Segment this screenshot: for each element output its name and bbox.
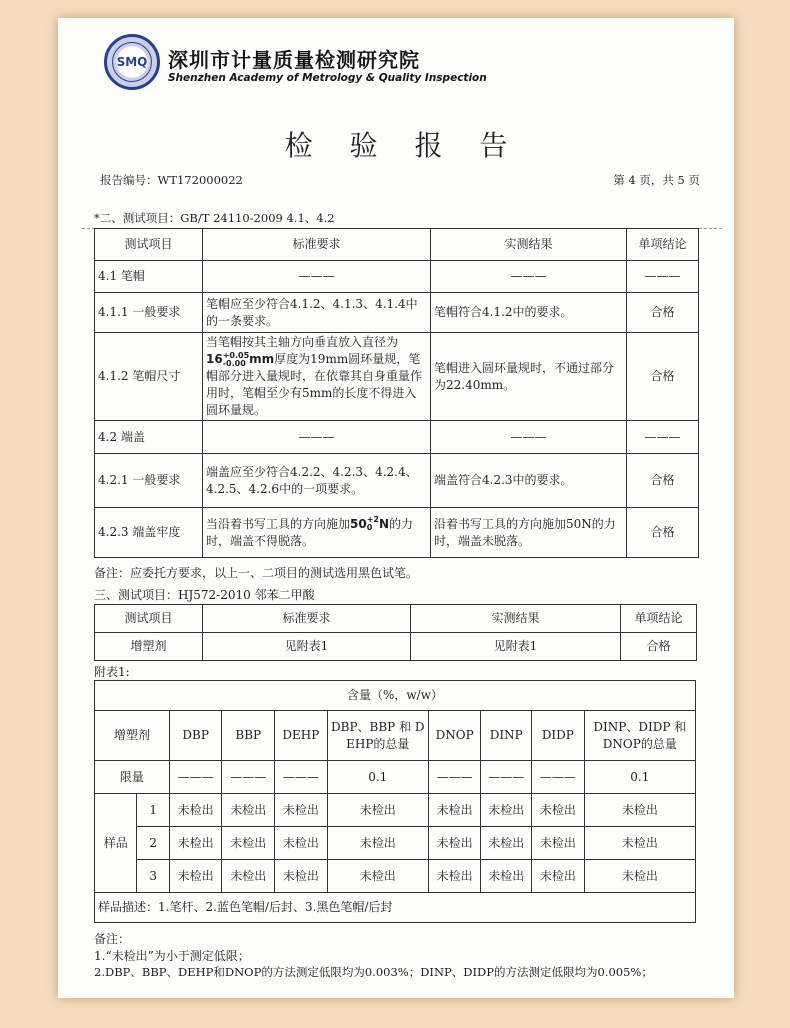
section2-note: 备注：应委托方要求，以上一、二项目的测试选用黑色试笔。 [94,566,419,580]
result-cell: ——— [431,421,627,454]
col-header: 测试项目 [95,605,203,633]
col-header: DIDP [532,711,585,761]
sample-row [95,860,696,893]
verdict-cell: ——— [627,421,699,454]
requirement-cell: 端盖应至少符合4.2.2、4.2.3、4.2.4、4.2.5、4.2.6中的一项要求。 [203,454,431,508]
col-header: 测试项目 [95,229,203,261]
result-cell: 未检出 [481,860,532,893]
sample-row [95,794,696,827]
page-indicator: 第 4 页，共 5 页 [613,173,700,187]
item-cell: 增塑剂 [95,633,203,661]
col-header: 单项结论 [621,605,697,633]
sample-row [95,827,696,860]
result-cell: 未检出 [428,827,481,860]
result-cell: 未检出 [327,794,428,827]
notes-title: 备注： [94,932,131,946]
requirement-cell [203,508,431,558]
requirement-text: 的力时，端盖不得脱落。 [206,516,414,548]
verdict-cell: ——— [627,261,699,293]
section2-table [94,228,699,558]
requirement-text: 厚度为19mm圆环量规，笔帽部分进入量规时，在依靠其自身重量作用时，笔帽至少有5mm的长度不得进入圆环量规。 [206,352,423,417]
sample-description: 样品描述：1.笔杆、2.蓝色笔帽/后封、3.黑色笔帽/后封 [95,893,696,923]
note-line-2: 2.DBP、BBP、DEHP和DNOP的方法测定低限均为0.003%；DINP、DIDP的方法测定低限均为0.005%； [94,965,653,979]
column-header-row [95,711,696,761]
row-label-header: 增塑剂 [95,711,170,761]
col-header: DINP、DIDP 和 DNOP的总量 [584,711,695,761]
content-header-row [95,681,696,711]
table-row [95,454,699,508]
description-row [95,893,696,923]
limit-row [95,761,696,794]
item-cell: 4.1.1 一般要求 [95,293,203,333]
report-number: 报告编号：WT172000022 [100,173,243,187]
col-header: 标准要求 [203,605,411,633]
content-header: 含量（%，w/w） [95,681,696,711]
result-cell: 未检出 [275,827,328,860]
result-cell: 未检出 [169,794,222,827]
sample-number: 2 [137,827,169,860]
result-cell: ——— [431,261,627,293]
limit-cell: ——— [222,761,275,794]
result-cell: 未检出 [532,827,585,860]
requirement-cell: 笔帽应至少符合4.1.2、4.1.3、4.1.4中的一条要求。 [203,293,431,333]
institution-name-en: Shenzhen Academy of Metrology & Quality Inspection [168,72,487,84]
section3-heading: 三、测试项目：HJ572-2010 邻苯二甲酸 [94,588,315,602]
item-cell: 4.1.2 笔帽尺寸 [95,333,203,421]
result-cell: 未检出 [481,827,532,860]
item-cell: 4.1 笔帽 [95,261,203,293]
result-cell: 端盖符合4.2.3中的要求。 [431,454,627,508]
col-header: 单项结论 [627,229,699,261]
result-cell: 未检出 [584,860,695,893]
result-cell: 未检出 [584,827,695,860]
requirement-cell: ——— [203,421,431,454]
result-cell: 笔帽符合4.1.2中的要求。 [431,293,627,333]
table-row [95,333,699,421]
col-header: 实测结果 [431,229,627,261]
result-cell: 未检出 [584,794,695,827]
item-cell: 4.2 端盖 [95,421,203,454]
sample-number: 3 [137,860,169,893]
verdict-cell: 合格 [621,633,697,661]
col-header: DNOP [428,711,481,761]
verdict-cell: 合格 [627,454,699,508]
limit-cell: 0.1 [327,761,428,794]
table-header-row [95,229,699,261]
smq-logo-seal [104,34,160,90]
result-cell: 未检出 [481,794,532,827]
result-cell: 未检出 [327,860,428,893]
sample-number: 1 [137,794,169,827]
section2-heading: *二、测试项目：GB/T 24110-2009 4.1、4.2 [94,211,335,225]
requirement-cell: ——— [203,261,431,293]
requirement-text: 当沿着书写工具的方向施加 [206,516,351,531]
result-cell: 沿着书写工具的方向施加50N的力时，端盖未脱落。 [431,508,627,558]
note-line-1: 1.“未检出”为小于测定低限； [94,949,250,963]
item-cell: 4.2.3 端盖牢度 [95,508,203,558]
requirement-cell: 见附表1 [203,633,411,661]
appendix-table [94,680,696,923]
logo-text: SMQ [116,55,148,69]
institution-name-cn: 深圳市计量质量检测研究院 [168,48,420,72]
tolerance-formula: 16+0.05 -0.00 mm [206,350,275,368]
result-cell: 未检出 [428,794,481,827]
limit-cell: ——— [169,761,222,794]
requirement-text: 当笔帽按其主轴方向垂直放入直径为 [206,335,399,349]
col-header: BBP [222,711,275,761]
result-cell: 未检出 [222,860,275,893]
section3-table [94,604,697,661]
result-cell: 未检出 [222,827,275,860]
col-header: DEHP [275,711,328,761]
table-row [95,261,699,293]
verdict-cell: 合格 [627,508,699,558]
result-cell: 未检出 [327,827,428,860]
result-cell: 未检出 [169,827,222,860]
table-row [95,508,699,558]
result-cell: 未检出 [532,860,585,893]
result-cell: 未检出 [275,860,328,893]
report-title: 检 验 报 告 [284,129,522,162]
result-cell: 未检出 [169,860,222,893]
verdict-cell: 合格 [627,293,699,333]
result-cell: 未检出 [275,794,328,827]
col-header: DBP [169,711,222,761]
limit-cell: ——— [428,761,481,794]
col-header: 标准要求 [203,229,431,261]
sample-label: 样品 [95,794,137,893]
col-header: 实测结果 [411,605,621,633]
item-cell: 4.2.1 一般要求 [95,454,203,508]
limit-label: 限量 [95,761,170,794]
result-cell: 笔帽进入圆环量规时，不通过部分为22.40mm。 [431,333,627,421]
limit-cell: 0.1 [584,761,695,794]
result-cell: 未检出 [428,860,481,893]
result-cell: 未检出 [532,794,585,827]
result-cell: 见附表1 [411,633,621,661]
verdict-cell: 合格 [627,333,699,421]
table-row [95,633,697,661]
limit-cell: ——— [532,761,585,794]
requirement-cell [203,333,431,421]
result-cell: 未检出 [222,794,275,827]
table-row [95,421,699,454]
appendix-label: 附表1: [94,665,130,679]
table-header-row [95,605,697,633]
force-formula: 50+2 0 N [350,515,390,532]
report-page [58,18,734,998]
col-header: DBP、BBP 和 DEHP的总量 [327,711,428,761]
limit-cell: ——— [275,761,328,794]
table-row [95,293,699,333]
col-header: DINP [481,711,532,761]
limit-cell: ——— [481,761,532,794]
